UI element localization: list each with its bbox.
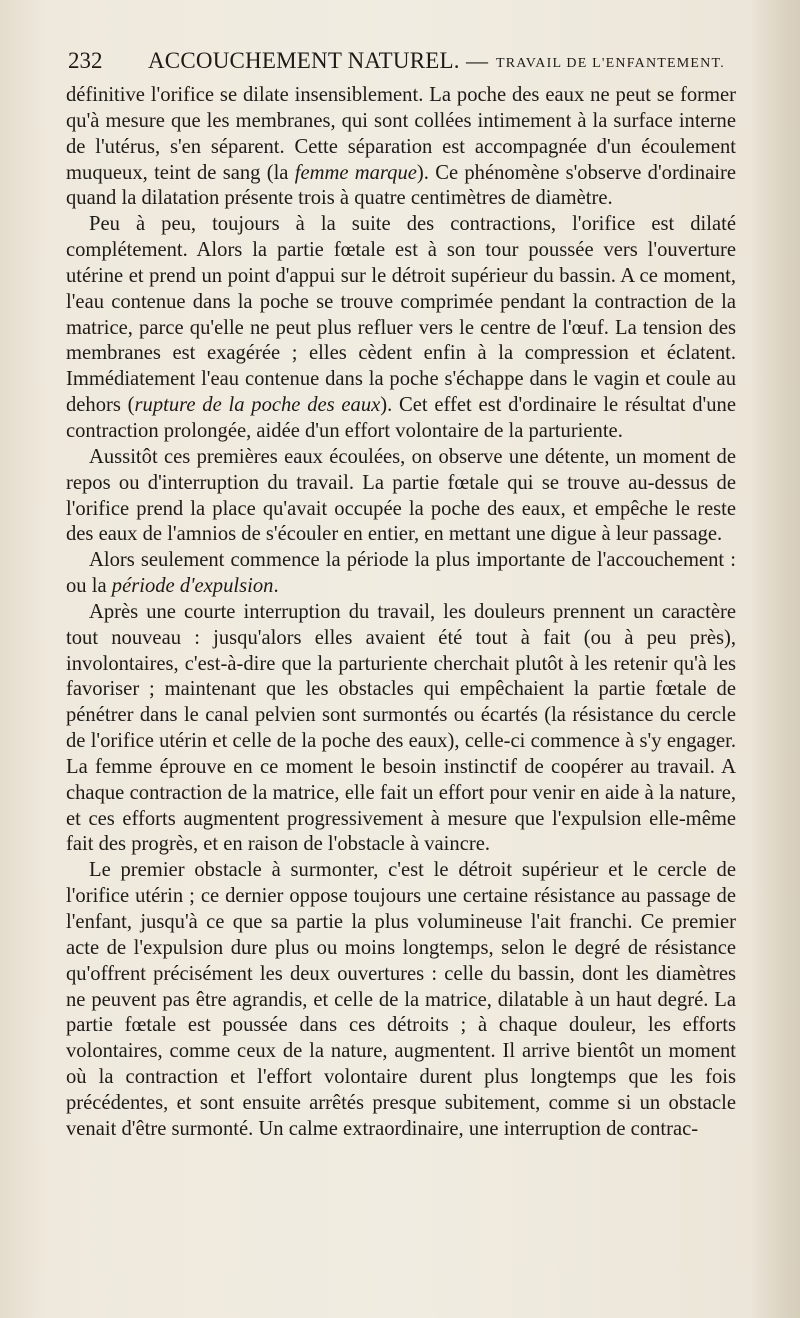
text-run: ). Cet effet est d'ordinaire le résultat d'une contraction prolongée, aidée d'un effort volontaire de la parturiente. [66,394,736,442]
italic-phrase: femme marque [294,161,417,184]
text-run: Après une courte interruption du travail, les douleurs prennent un caractère tout nouveau : jusqu'alors elles avaient été tout à fait (ou à peu près), involontaires, c'est-à-dire que la parturiente cherchait plutôt à les retenir qu'à les favoriser ; maintenant que les obstacles qui empêchaient la partie fœtale de pénétrer dans le canal pelvien sont surmontés ou écartés (la résistance du cercle de l'orifice utérin et celle de la poche des eaux), celle-ci commence à s'y engager. La femme éprouve en ce moment le besoin instinctif de coopérer au travail. A chaque contraction de la matrice, elle fait un effort pour venir en aide à la nature, et ces efforts augmentent progressivement à mesure que l'expulsion elle-même fait des progrès, et en raison de l'obstacle à vaincre. [66,600,736,856]
header-dash: — [466,48,488,73]
text-run: . [273,575,279,598]
text-run: Peu à peu, toujours à la suite des contractions, l'orifice est dilaté complétement. Alors la partie fœtale est à son tour poussée vers l'ouverture utérine et prend un point d'appui sur le détroit supérieur du bassin. A ce moment, l'eau contenue dans la poche se trouve comprimée pendant la contraction de la matrice, parce qu'elle ne peut plus refluer vers le centre de l'œuf. La tension des membranes est exagérée ; elles cèdent enfin à la compression et éclatent. Immédiatement l'eau contenue dans la poche s'échappe dans le vagin et coule au dehors ( [66,213,736,417]
paragraph [66,858,736,1142]
paragraph [66,212,736,445]
body-text [66,83,736,1143]
paragraph [66,548,736,600]
italic-phrase: rupture de la poche des eaux [134,394,381,417]
page-number: 232 [68,48,103,73]
italic-phrase: période d'expulsion [111,575,274,598]
page-edge-shadow [748,0,800,1318]
text-run: définitive l'orifice se dilate insensiblement. La poche des eaux ne peut se former qu'à mesure que les membranes, qui sont collées intimement à la surface interne de l'utérus, s'en séparent. Cette séparation est accompagnée d'un écoulement muqueux, teint de sang (la [66,84,736,184]
text-run: Aussitôt ces premières eaux écoulées, on observe une détente, un moment de repos ou d'interruption du travail. La partie fœtale qui se trouve au-dessus de l'orifice prend la place qu'avait occupée la poche des eaux, et empêche le reste des eaux de l'amnios de s'écouler en entier, en mettant une digue à leur passage. [66,445,736,546]
paragraph [66,600,736,858]
text-run: ). Ce phénomène s'observe d'ordinaire quand la dilatation présente trois à quatre centimètres de diamètre. [66,161,736,210]
paragraph [66,83,736,212]
paragraph [66,445,736,548]
text-run: Alors seulement commence la période la plus importante de l'accouchement : ou la [66,549,736,598]
running-title: ACCOUCHEMENT NATUREL. [148,48,460,73]
running-subtitle: TRAVAIL DE L'ENFANTEMENT. [496,56,725,71]
running-header [68,44,758,78]
text-run: Le premier obstacle à surmonter, c'est le détroit supérieur et le cercle de l'orifice utérin ; ce dernier oppose toujours une certaine résistance au passage de l'enfant, jusqu'à ce que sa partie la plus volumineuse l'ait franchi. Ce premier acte de l'expulsion dure plus ou moins longtemps, selon le degré de résistance qu'offrent précisément les deux ouvertures : celle du bassin, dont les diamètres ne peuvent pas être agrandis, et celle de la matrice, dilatable à un haut degré. La partie fœtale est poussée dans ces détroits ; à chaque douleur, les efforts volontaires, comme ceux de la nature, augmentent. Il arrive bientôt un moment où la contraction et l'effort volontaire durent plus longtemps que les fois précédentes, et sont ensuite arrêtés presque subitement, comme si un obstacle venait d'être surmonté. Un calme extraordinaire, une interruption de contrac- [66,859,736,1140]
